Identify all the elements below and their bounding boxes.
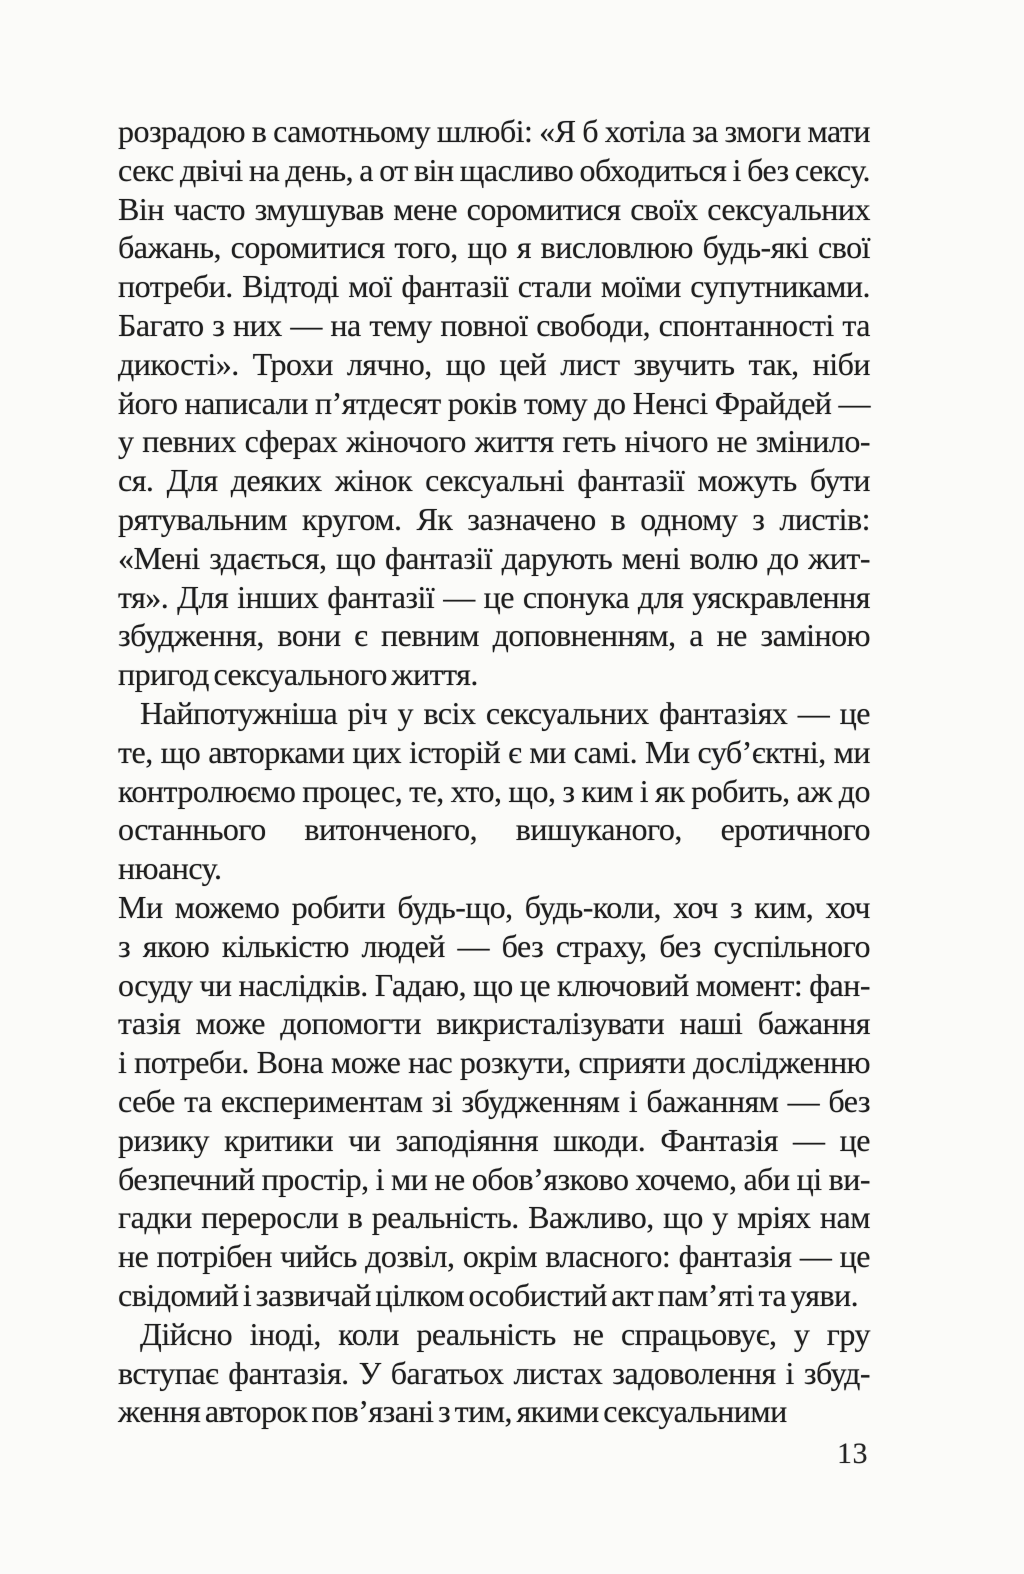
text-line: ризику критики чи заподіяння шкоди. Фантазія — це (118, 1121, 870, 1158)
text-line: бажань, соромитися того, що я висловлюю будь-які свої (118, 229, 870, 266)
text-line: тя». Для інших фантазії — це спонука для уяскравлення (118, 578, 870, 615)
text-line: Він часто змушував мене соромитися своїх сексуальних (118, 190, 870, 227)
text-line: контролюємо процес, те, хто, що, з ким і як робить, аж до (118, 772, 870, 809)
text-line: вступає фантазія. У багатьох листах задоволення і збуд- (118, 1354, 870, 1391)
paragraph (118, 1315, 870, 1431)
text-line: ся. Для деяких жінок сексуальні фантазії можуть бути (118, 462, 870, 499)
text-line: те, що авторками цих історій є ми самі. Ми суб’єктні, ми (118, 733, 870, 770)
text-line: себе та експериментам зі збудженням і бажанням — без (118, 1082, 870, 1119)
text-line: не потрібен чийсь дозвіл, окрім власного: фантазія — це (118, 1238, 870, 1275)
text-line: Багато з них — на тему повної свободи, спонтанності та (118, 306, 870, 343)
text-line: свідомий і зазвичай цілком особистий акт пам’яті та уяви. (118, 1276, 859, 1313)
text-line: потреби. Відтоді мої фантазії стали моїми супутниками. (118, 268, 870, 305)
page-number: 13 (837, 1437, 868, 1470)
text-line: пригод сексуального життя. (118, 656, 478, 693)
text-line: збудження, вони є певним доповненням, а не заміною (118, 617, 870, 654)
text-line: ження авторок пов’язані з тим, якими сексуальними (118, 1393, 787, 1430)
text-line: розрадою в самотньому шлюбі: «Я б хотіла за змоги мати (118, 113, 870, 149)
text-line: гадки переросли в реальність. Важливо, що у мріях нам (118, 1199, 870, 1236)
text-line: «Мені здається, що фантазії дарують мені волю до жит- (118, 539, 870, 576)
text-line: Дійсно іноді, коли реальність не спрацьовує, у гру (140, 1315, 870, 1352)
text-line: тазія може допомогти викристалізувати наші бажання (118, 1005, 870, 1042)
text-line: секс двічі на день, а от він щасливо обходиться і без сексу. (118, 151, 870, 188)
text-line: дикості». Трохи лячно, що цей лист звучить так, ніби (118, 345, 870, 382)
paragraph (118, 694, 870, 1315)
text-line: осуду чи наслідків. Гадаю, що це ключовий момент: фан- (118, 966, 870, 1003)
text-line: з якою кількістю людей — без страху, без суспільного (118, 927, 870, 964)
paragraph (118, 112, 870, 694)
text-line: його написали п’ятдесят років тому до Ненсі Фрайдей — (118, 384, 870, 421)
page-text (118, 112, 870, 1431)
text-line: і потреби. Вона може нас розкути, сприяти дослідженню (118, 1044, 870, 1081)
text-line: Найпотужніша річ у всіх сексуальних фантазіях — це (140, 694, 870, 731)
text-line: Ми можемо робити будь-що, будь-коли, хоч з ким, хоч (118, 888, 870, 925)
text-line: безпечний простір, і ми не обов’язково хочемо, аби ці ви- (118, 1160, 870, 1197)
text-line: рятувальним кругом. Як зазначено в одному з листів: (118, 500, 870, 537)
text-line: останнього витонченого, вишуканого, еротичного нюансу. (118, 811, 870, 887)
text-line: у певних сферах жіночого життя геть нічого не змінило- (118, 423, 870, 460)
